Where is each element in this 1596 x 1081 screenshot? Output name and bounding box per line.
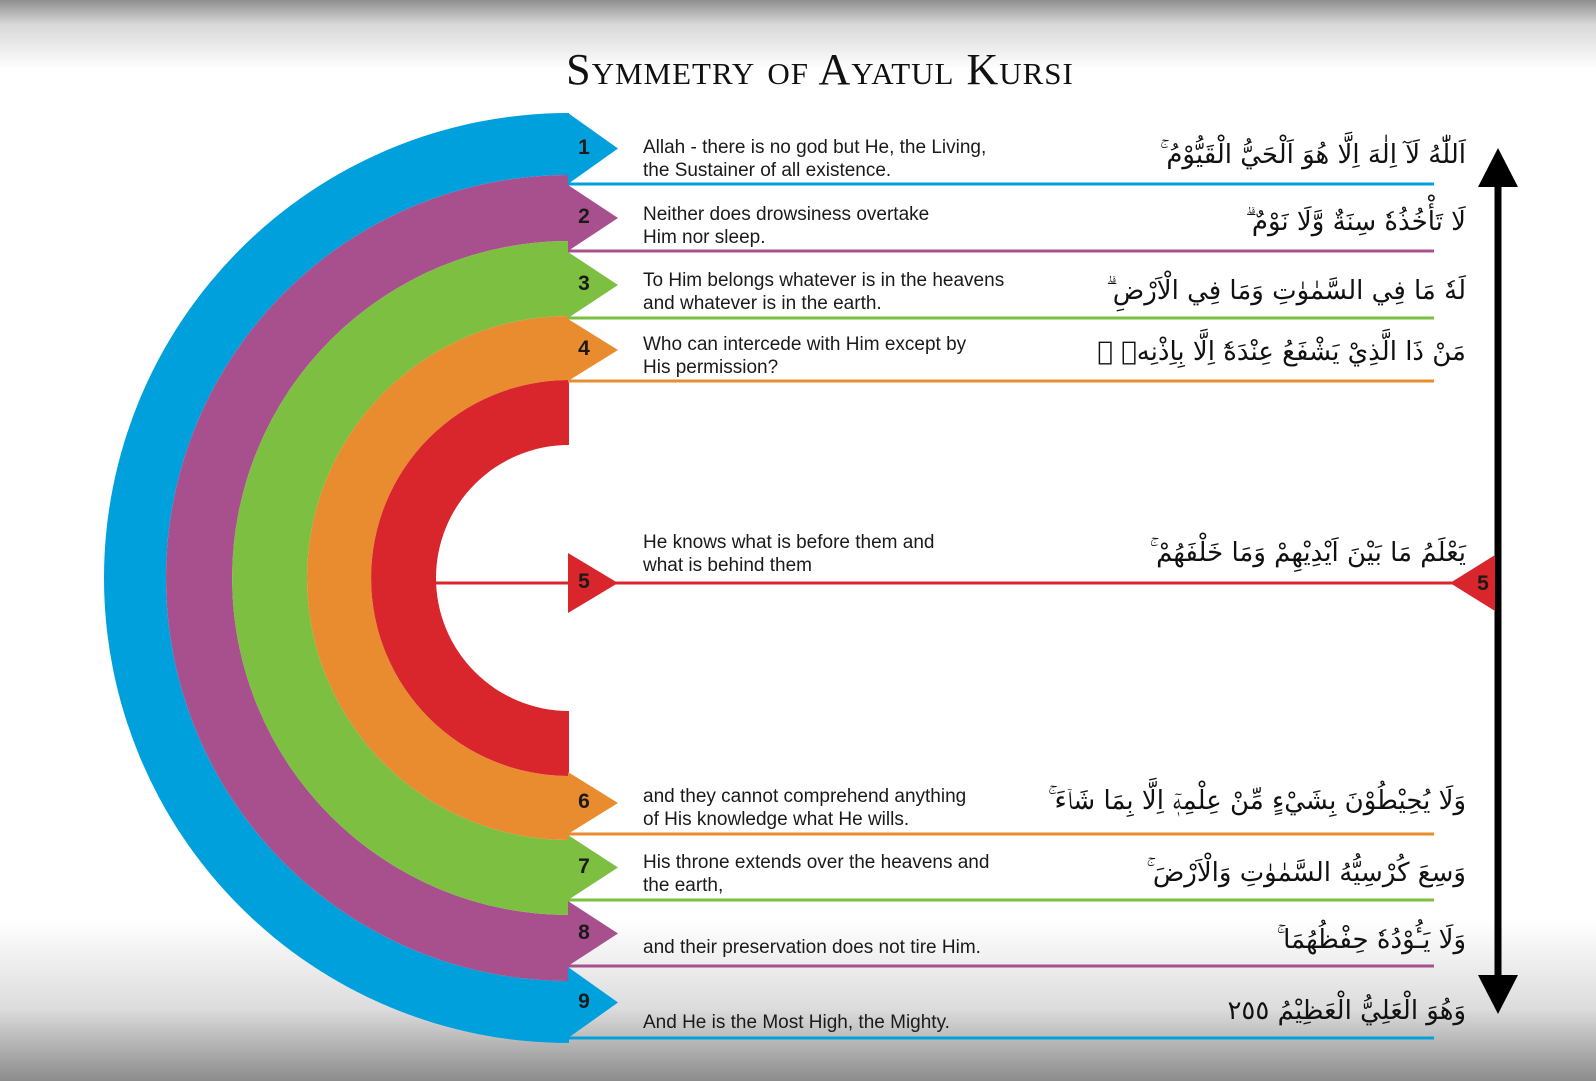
verse-translation-5 bbox=[643, 531, 935, 577]
translation-line: of His knowledge what He wills. bbox=[643, 809, 910, 830]
translation-line: and their preservation does not tire Him. bbox=[643, 937, 981, 958]
verse-translation-6 bbox=[643, 785, 966, 831]
concentric-arcs bbox=[104, 113, 569, 1043]
verse-arabic-7: وَسِعَ كُرْسِيُّهُ السَّمٰوٰتِ وَالْاَرْضَ ۚ bbox=[1146, 858, 1466, 888]
axis-arrowhead-up bbox=[1478, 148, 1518, 187]
verse-translation-7 bbox=[643, 851, 989, 897]
translation-line: the earth, bbox=[643, 875, 724, 896]
verse-arabic-3: لَهٗ مَا فِي السَّمٰوٰتِ وَمَا فِي الْاَرْضِ ۗ bbox=[1106, 276, 1466, 306]
translation-line: To Him belongs whatever is in the heavens bbox=[643, 270, 1005, 291]
verse-number-1: 1 bbox=[578, 135, 590, 159]
verse-number-5: 5 bbox=[578, 570, 590, 593]
verse-number-6: 6 bbox=[578, 790, 590, 813]
previous-slide-chevron-icon[interactable] bbox=[6, 514, 46, 554]
translation-line: and whatever is in the earth. bbox=[643, 293, 882, 314]
verse-number-7: 7 bbox=[578, 854, 590, 878]
center-marker-label: 5 bbox=[1477, 572, 1489, 595]
verse-translation-4 bbox=[643, 333, 966, 379]
translation-line: the Sustainer of all existence. bbox=[643, 160, 892, 181]
verse-number-9: 9 bbox=[578, 989, 590, 1013]
translation-line: His permission? bbox=[643, 357, 779, 378]
verse-number-3: 3 bbox=[578, 272, 590, 295]
translation-line: and they cannot comprehend anything bbox=[643, 786, 967, 807]
translation-line: Him nor sleep. bbox=[643, 227, 766, 248]
translation-line: Allah - there is no god but He, the Living, bbox=[643, 137, 987, 158]
verse-arabic-9: وَهُوَ الْعَلِيُّ الْعَظِيْمُ ٢٥٥ bbox=[1227, 996, 1466, 1026]
verse-translation-9 bbox=[643, 1011, 950, 1034]
verse-arabic-5: يَعْلَمُ مَا بَيْنَ اَيْدِيْهِمْ وَمَا خَلْفَهُمْ ۚ bbox=[1149, 538, 1466, 568]
verse-number-4: 4 bbox=[578, 337, 590, 360]
page-title: Symmetry of Ayatul Kursi bbox=[566, 45, 1074, 94]
translation-line: what is behind them bbox=[643, 555, 812, 576]
verse-translation-1 bbox=[643, 136, 986, 182]
translation-line: Neither does drowsiness overtake bbox=[643, 204, 930, 225]
translation-line: Who can intercede with Him except by bbox=[643, 334, 967, 355]
verse-arabic-8: وَلَا يَـُٔوْدُهٗ حِفْظُهُمَا ۚ bbox=[1276, 925, 1466, 955]
verse-arabic-2: لَا تَأْخُذُهٗ سِنَةٌ وَّلَا نَوْمٌ ۗ bbox=[1245, 207, 1466, 237]
translation-line: He knows what is before them and bbox=[643, 532, 935, 553]
verse-translation-8 bbox=[643, 936, 981, 959]
verse-translation-3 bbox=[643, 269, 1004, 315]
verse-arabic-4: مَنْ ذَا الَّذِيْ يَشْفَعُ عِنْدَهٗٓ اِلَّا بِاِذْنِهٖ ۗ bbox=[1097, 337, 1466, 367]
verse-arabic-1: اَللّٰهُ لَآ اِلٰهَ اِلَّا هُوَ اَلْحَيُّ الْقَيُّوْمُ ۚ bbox=[1159, 140, 1466, 170]
axis-arrowhead-down bbox=[1478, 975, 1518, 1014]
translation-line: His throne extends over the heavens and bbox=[643, 852, 990, 873]
verse-translation-2 bbox=[643, 203, 929, 249]
verse-number-2: 2 bbox=[578, 205, 590, 228]
translation-line: And He is the Most High, the Mighty. bbox=[643, 1012, 950, 1033]
verse-number-8: 8 bbox=[578, 920, 590, 944]
verse-arabic-6: وَلَا يُحِيْطُوْنَ بِشَيْءٍ مِّنْ عِلْمِهٖٓ اِلَّا بِمَا شَاۤءَ ۚ bbox=[1047, 786, 1466, 816]
